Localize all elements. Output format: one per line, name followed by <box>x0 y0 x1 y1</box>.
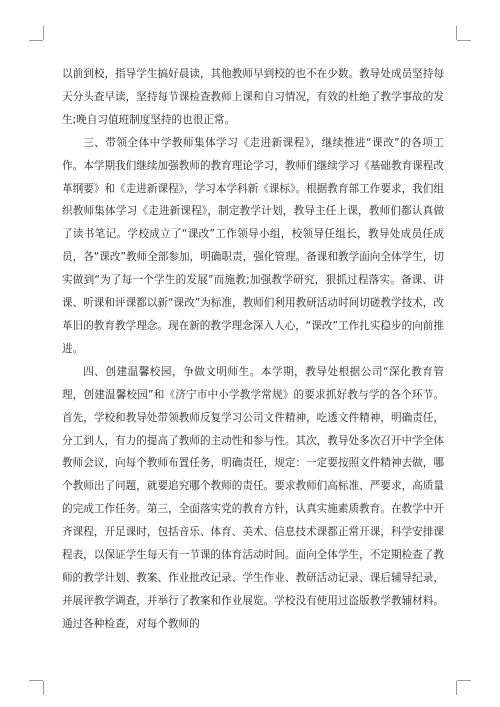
crop-mark-bottom-left-v <box>43 681 44 695</box>
paragraph-continuation: 以前到校，指导学生搞好晨读，其他教师早到校的也不在少数。教导处成员坚持每天分头查早读，坚持每节课检查教师上课和自习情况，有效的杜绝了教学事故的发生;晚自习值班制度坚持的也很正常。 <box>62 68 444 126</box>
crop-mark-top-left-h <box>29 40 43 41</box>
crop-mark-bottom-right-v <box>456 681 457 695</box>
document-page <box>62 63 444 636</box>
crop-mark-top-left-v <box>43 26 44 40</box>
crop-mark-top-right-h <box>457 40 471 41</box>
paragraph-warm-campus: 四、创建温馨校园，争做文明师生。本学期，教导处根据公司“深化教育管理，创建温馨校园”和《济宁市中小学教学常规》的要求抓好教与学的各个环节。首先，学校和教导处带领教师反复学习公司文件精神，吃透文件精神，明确责任，分工到人，有力的提高了教师的主动性和参与性。其次，教导处多次召开中学全体教师会议，向每个教师布置任务，明确责任，规定：一定要按照文件精神去做，哪个教师出了问题，就要追究哪个教师的责任。要求教师们高标准、严要求，高质量的完成工作任务。第三，全面落实党的教育方针，认真实施素质教育。在教学中开齐课程，开足课时，包括音乐、体育、美术、信息技术课都正常开课，科学安排课程表，以保证学生每天有一节课的体育活动时间。面向全体学生，不定期检查了教师的教学计划、教案、作业批改记录、学生作业、教研活动记录、课后辅导纪录，并展评教学调查，并举行了教案和作业展览。学校没有使用过盗版教学教辅材料。通过各种检查，对每个教师的 <box>62 365 444 630</box>
crop-mark-top-right-v <box>456 26 457 40</box>
crop-mark-bottom-left-h <box>29 680 43 681</box>
crop-mark-bottom-right-h <box>457 680 471 681</box>
paragraph-course-reform: 三、带领全体中学教师集体学习《走进新课程》，继续推进“课改”的各项工作。本学期我们继续加强教师的教育理论学习，教师们继续学习《基础教育课程改革纲要》和《走进新课程》，学习本学科新《课标》。根据教育部工作要求，我们组织教师集体学习《走进新课程》，制定教学计划，教导主任上课，教师们都认真做了读书笔记。学校成立了“课改”工作领导小组，校领导任组长，教导处成员任成员，各“课改”教师全部参加，明确职责，强化管理。备课和教学面向全体学生，切实做到“为了每一个学生的发展”而施教;加强教学研究，狠抓过程落实。备课、讲课、听课和评课都以新“课改”为标准，教师们利用教研活动时间切磋教学技术，改革旧的教育教学理念。现在新的教学理念深入人心，“课改”工作扎实稳步的向前推进。 <box>62 136 444 355</box>
